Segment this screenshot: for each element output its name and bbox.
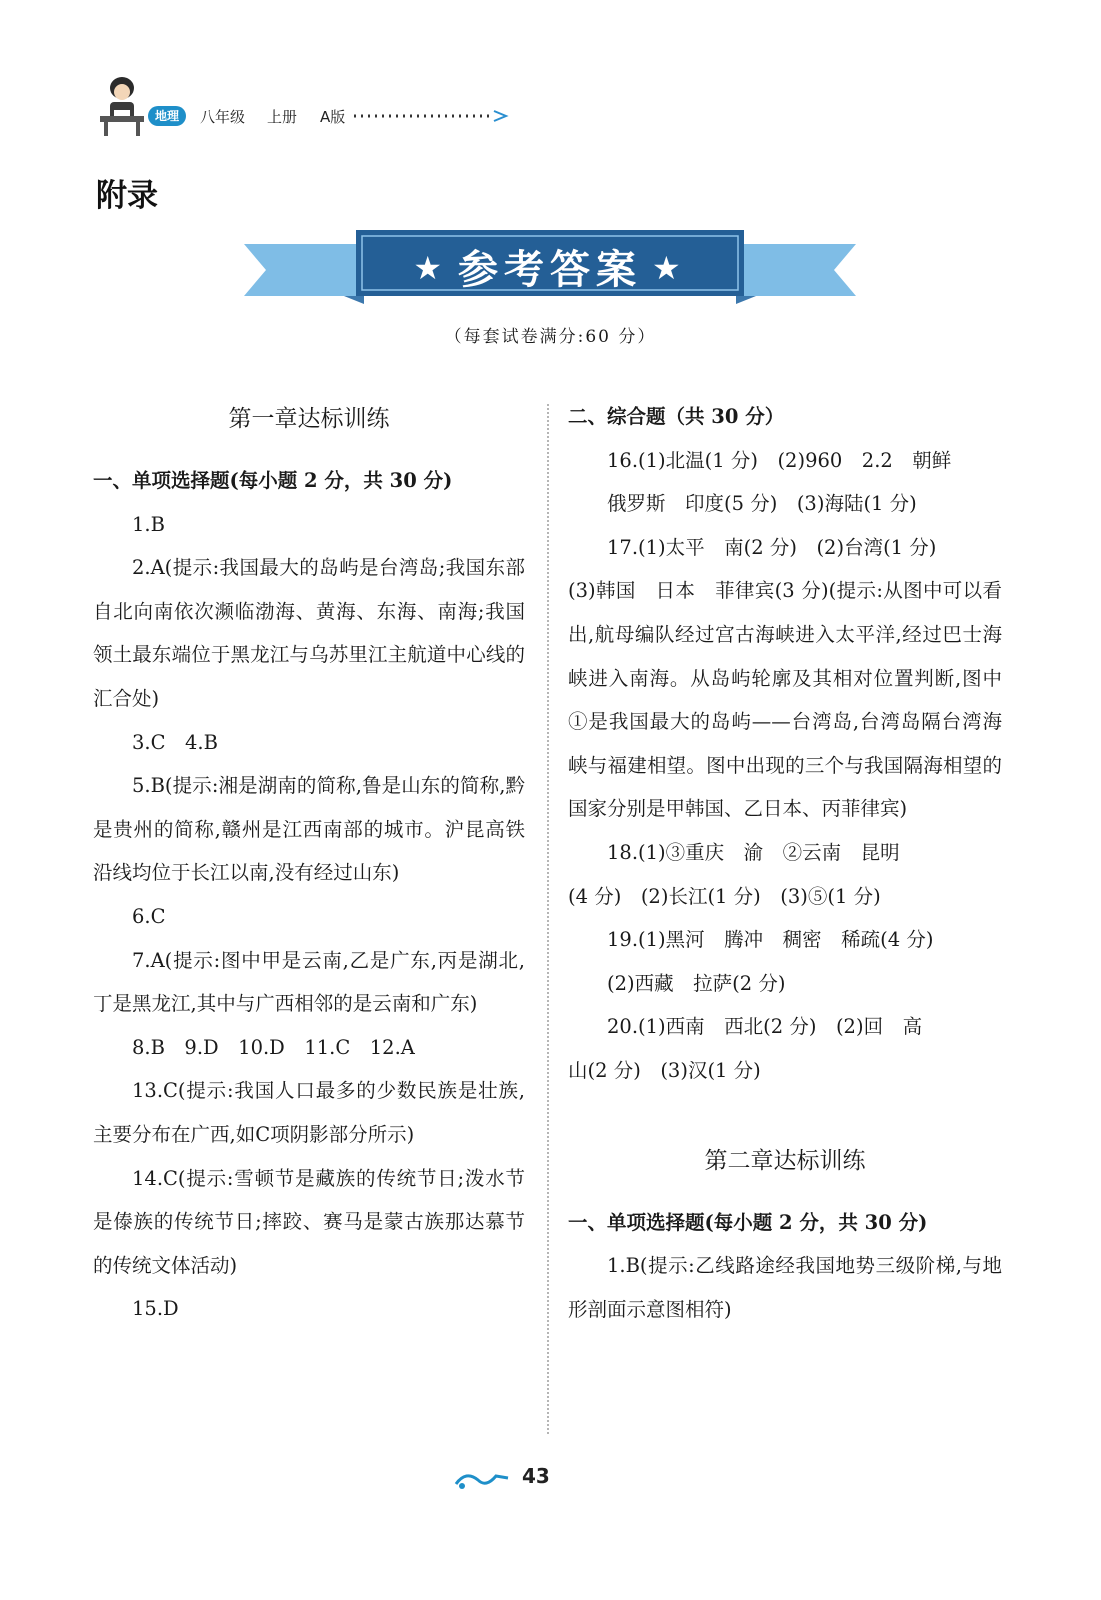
chapter1-section1-heading: 一、单项选择题(每小题 2 分，共 30 分): [93, 469, 453, 492]
dotted-arrow-icon: [354, 108, 514, 124]
answer-line: 19.(1)黑河 腾冲 稠密 稀疏(4 分): [607, 928, 934, 952]
chapter2-section1-heading: 一、单项选择题(每小题 2 分，共 30 分): [568, 1210, 928, 1234]
grade-label: 八年级: [200, 108, 246, 126]
answer-item: 14.C(提示:雪顿节是藏族的传统节日;泼水节是傣族的传统节日;摔跤、赛马是蒙古族那达慕节的传统文体活动): [93, 1166, 525, 1277]
answer-line: 17.(1)太平 南(2 分) (2)台湾(1 分): [607, 535, 937, 559]
answer-line: 18.(1)③重庆 渝 ②云南 昆明: [607, 840, 900, 864]
appendix-heading: 附录: [96, 178, 158, 214]
right-column: [568, 395, 1002, 1331]
answer-item: 6.C: [132, 904, 166, 928]
left-column: [93, 395, 525, 1331]
answer-line: (2)西藏 拉萨(2 分): [607, 971, 786, 995]
full-mark-note: （每套试卷满分:60 分）: [444, 327, 657, 347]
answer-item: 15.D: [132, 1297, 179, 1321]
bird-flourish-icon: [452, 1466, 512, 1494]
answer-line: 16.(1)北温(1 分) (2)960 2.2 朝鲜: [607, 448, 952, 472]
banner-label: 参考答案: [458, 247, 642, 293]
page-number: 43: [522, 1464, 550, 1488]
answer-item: 3.C 4.B: [132, 730, 218, 754]
answer-item: 2.A(提示:我国最大的岛屿是台湾岛;我国东部自北向南依次濒临渤海、黄海、东海、南海;我国领土最东端位于黑龙江与乌苏里江主航道中心线的汇合处): [93, 556, 525, 710]
answer-line: 俄罗斯 印度(5 分) (3)海陆(1 分): [607, 492, 917, 516]
star-icon: ★: [652, 249, 687, 287]
column-divider: [547, 404, 549, 1434]
page-header: [92, 72, 552, 142]
chapter1-section2-heading: 二、综合题（共 30 分）: [568, 405, 785, 428]
student-mascot-icon: [92, 72, 152, 138]
answer-item: 1.B(提示:乙线路途经我国地势三级阶梯,与地形剖面示意图相符): [568, 1254, 1002, 1321]
answer-item: 8.B 9.D 10.D 11.C 12.A: [132, 1035, 415, 1059]
answer-line: 20.(1)西南 西北(2 分) (2)回 高: [607, 1015, 923, 1039]
answer-line: (4 分) (2)长江(1 分) (3)⑤(1 分): [568, 884, 881, 908]
answer-item: 13.C(提示:我国人口最多的少数民族是壮族,主要分布在广西,如C项阴影部分所示): [93, 1079, 525, 1146]
edition-label: A版: [320, 108, 346, 126]
chapter1-title: 第一章达标训练: [228, 406, 390, 432]
page-footer: [452, 1460, 572, 1500]
volume-label: 上册: [267, 108, 298, 126]
answer-banner-title: [244, 238, 856, 295]
answer-item: 5.B(提示:湘是湖南的简称,鲁是山东的简称,黔是贵州的简称,赣州是江西南部的城市。沪昆高铁沿线均位于长江以南,没有经过山东): [93, 774, 525, 885]
answer-item: 1.B: [132, 512, 165, 536]
answer-item: 7.A(提示:图中甲是云南,乙是广东,丙是湖北,丁是黑龙江,其中与广西相邻的是云南和广东): [93, 948, 525, 1016]
subject-badge: 地理: [148, 106, 186, 126]
answer-paragraph: (3)韩国 日本 菲律宾(3 分)(提示:从图中可以看出,航母编队经过宫古海峡进入太平洋,经过巴士海峡进入南海。从岛屿轮廓及其相对位置判断,图中①是我国最大的岛屿——台湾岛,台湾岛隔台湾海峡与福建相望。图中出现的三个与我国隔海相望的国家分别是甲韩国、乙日本、丙菲律宾): [568, 579, 1002, 821]
answer-line: 山(2 分) (3)汉(1 分): [568, 1058, 761, 1082]
chapter2-title: 第二章达标训练: [704, 1147, 866, 1174]
star-icon: ★: [413, 249, 448, 287]
